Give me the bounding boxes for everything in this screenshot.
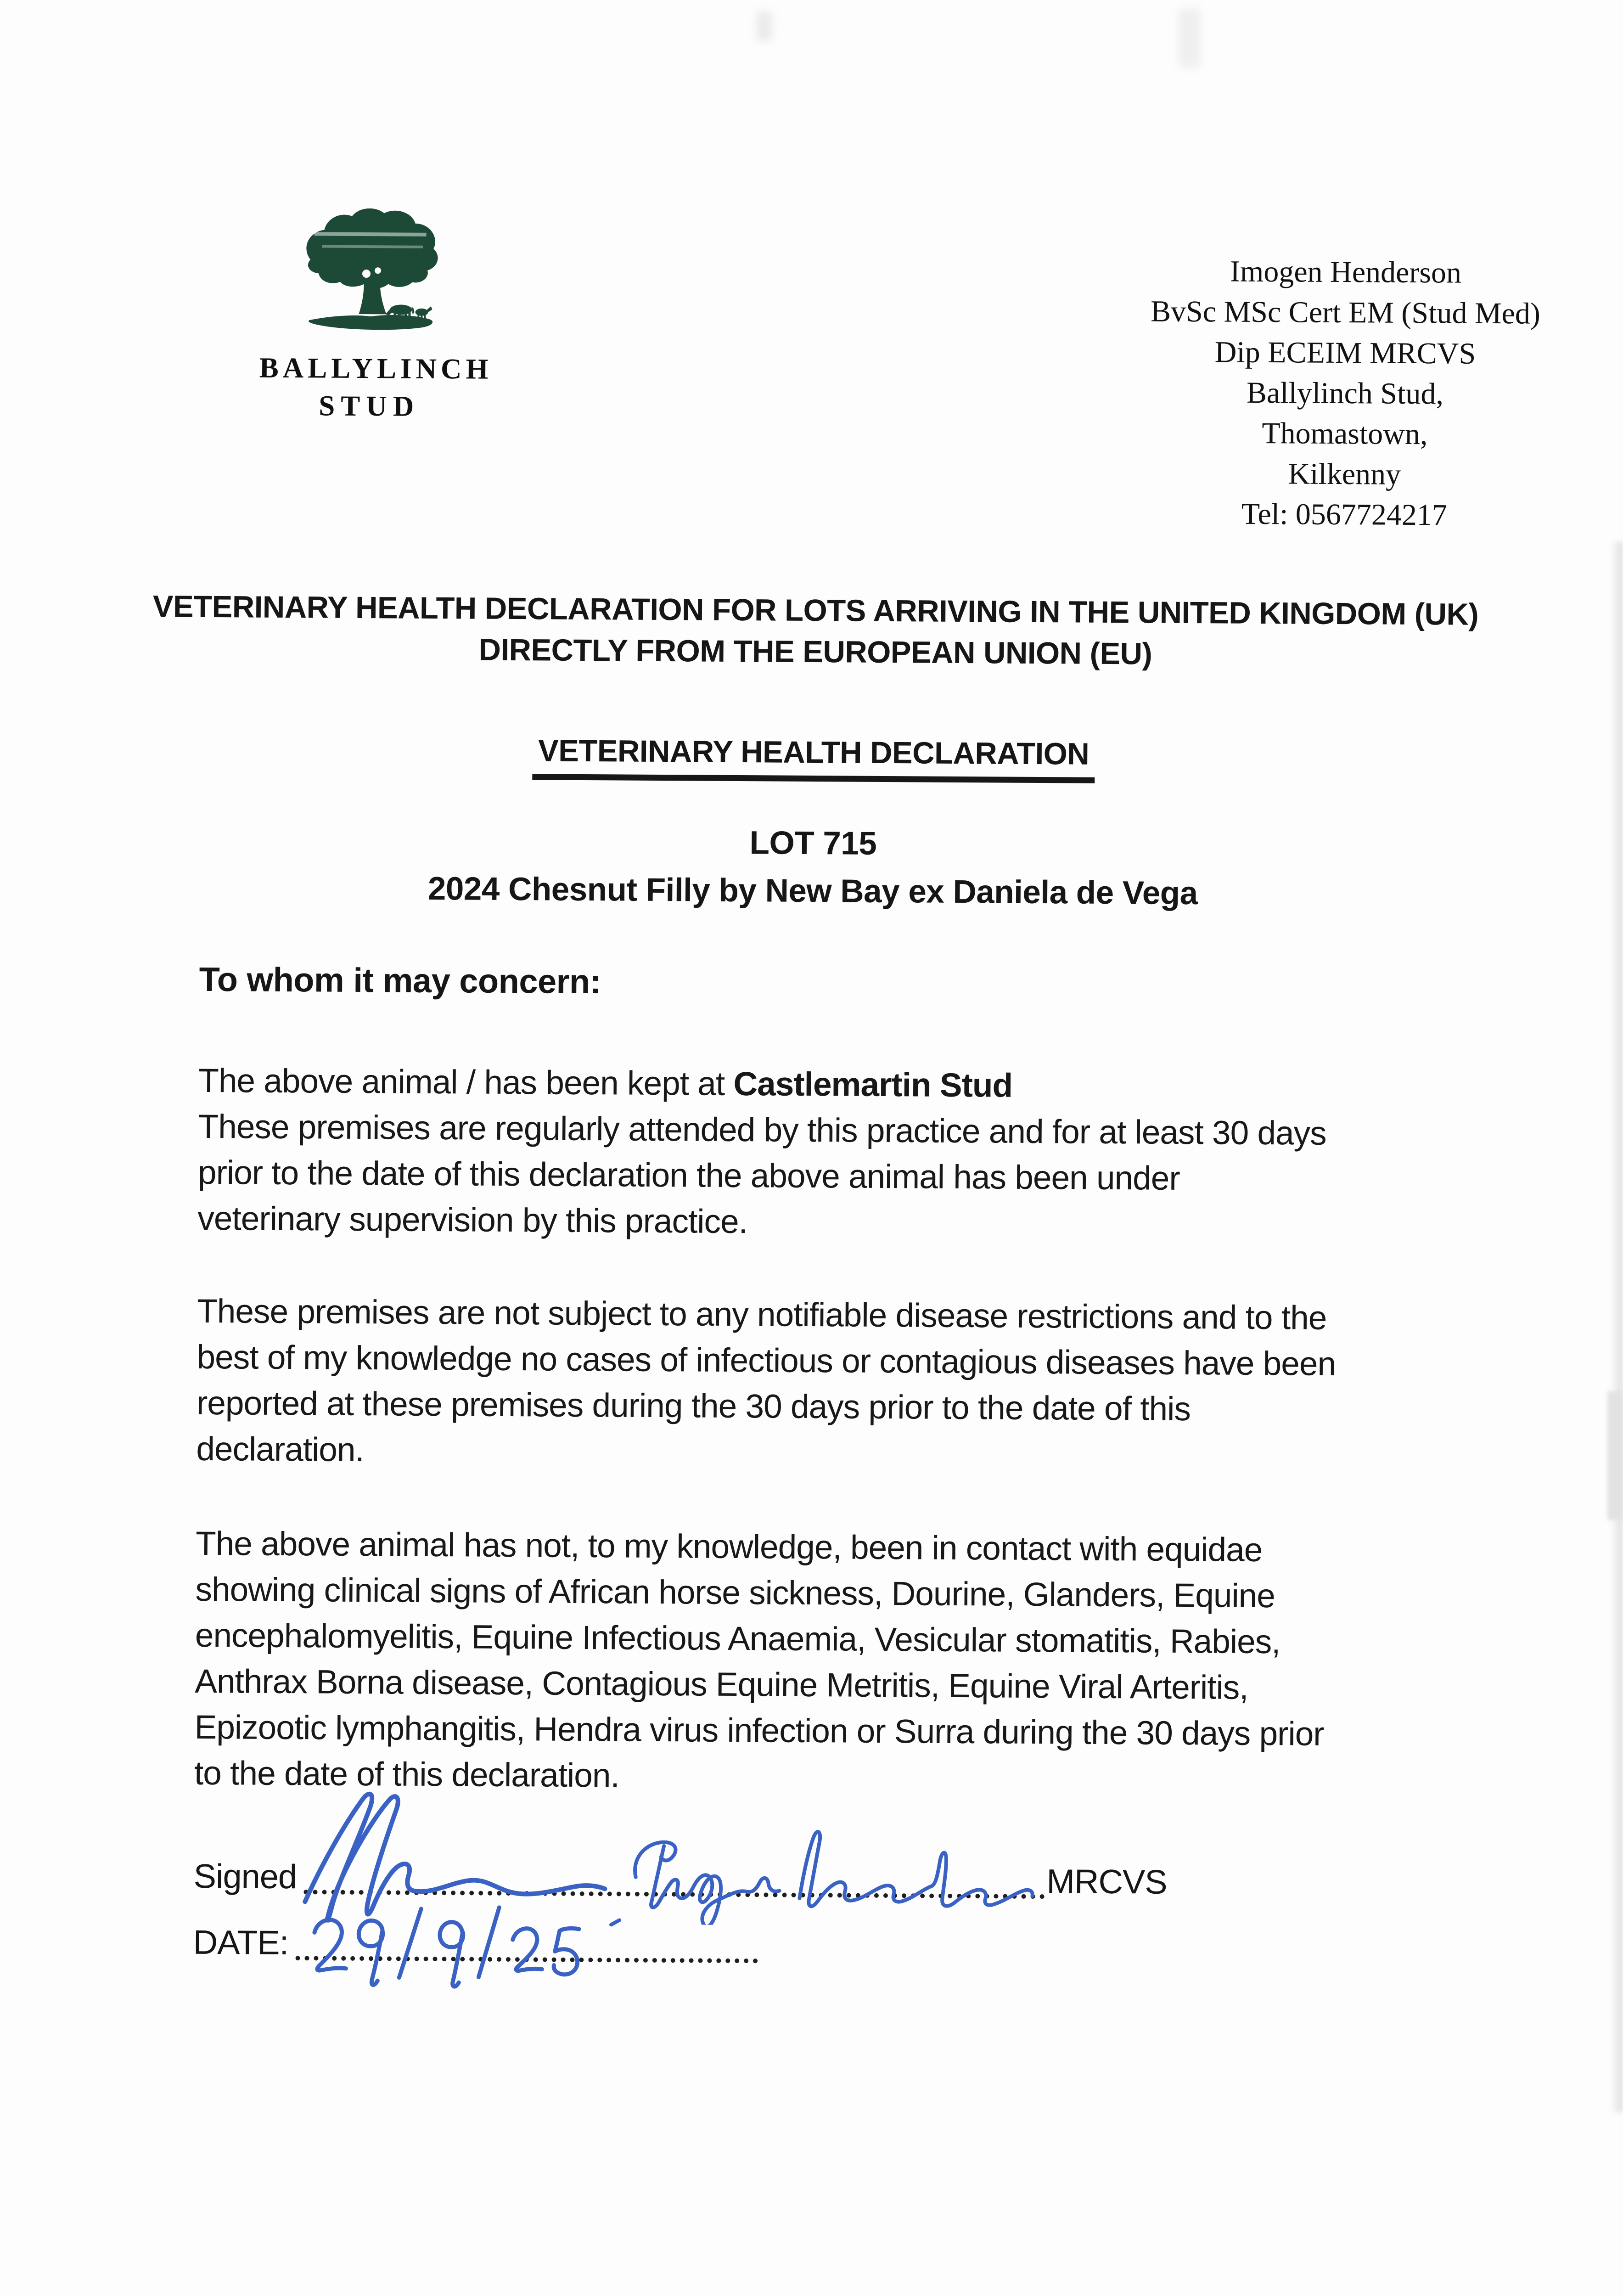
contact-phone: Tel: 0567724217 <box>1241 497 1448 532</box>
veterinarian-contact-block <box>1073 250 1617 536</box>
ballylinch-stud-logo <box>259 204 493 425</box>
contact-address-3: Kilkenny <box>1288 457 1401 491</box>
logo-wordmark-line2: STUD <box>318 389 420 422</box>
lot-number: LOT 715 <box>749 825 877 862</box>
paragraph-no-contact-diseases: The above animal has not, to my knowledge, been in contact with equidae showing clinical signs of African horse sickness, Dourine, Glanders, Equine encephalomyelitis, Equine Infectious Anaemia, Vesicular stomatitis, Rabies, Anthrax Borna disease, Contagious Equine Metritis, Equine Viral Arteritis, Epizootic lymphangitis, Hendra virus infection or Surra during the 30 days prior to the date of this declaration. <box>194 1525 1324 1795</box>
paragraph-no-restrictions: These premises are not subject to any notifiable disease restrictions and to the best of my knowledge no cases of infectious or contagious diseases have been reported at these premises during the 30 days prior to the date of this declaration. <box>196 1292 1336 1469</box>
premises-name: Castlemartin Stud <box>733 1065 1013 1104</box>
logo-wordmark-line1: BALLYLINCH <box>259 351 493 385</box>
contact-qualifications-2: Dip ECEIM MRCVS <box>1214 335 1476 371</box>
contact-address-1: Ballylinch Stud, <box>1246 376 1444 411</box>
oak-tree-with-horses-icon <box>296 204 444 343</box>
contact-qualifications-1: BvSc MSc Cert EM (Stud Med) <box>1150 294 1541 331</box>
contact-address-2: Thomastown, <box>1262 416 1428 451</box>
paragraph-first-line <box>198 1058 1539 1112</box>
signed-label: Signed <box>193 1857 297 1896</box>
kept-at-text: The above animal / has been kept at <box>198 1062 734 1103</box>
document-title: VETERINARY HEALTH DECLARATION FOR LOTS ARRIVING IN THE UNITED KINGDOM (UK) DIRECTLY FROM THE EUROPEAN UNION (EU) <box>152 589 1479 671</box>
handwritten-date <box>282 1889 640 1997</box>
qualification-label: MRCVS <box>1046 1862 1167 1901</box>
contact-name: Imogen Henderson <box>1230 254 1462 290</box>
document-subtitle-wrap <box>2 730 1623 787</box>
document-subtitle: VETERINARY HEALTH DECLARATION <box>533 733 1095 783</box>
animal-description: 2024 Chesnut Filly by New Bay ex Daniela de Vega <box>427 870 1198 912</box>
paragraph-premises-kept <box>197 1058 1539 1250</box>
date-label: DATE: <box>193 1923 289 1962</box>
paragraph-rest: These premises are regularly attended by this practice and for at least 30 days prior to the date of this declaration the above animal has been under veterinary supervision by this practice. <box>197 1108 1326 1241</box>
salutation: To whom it may concern: <box>199 960 601 1001</box>
